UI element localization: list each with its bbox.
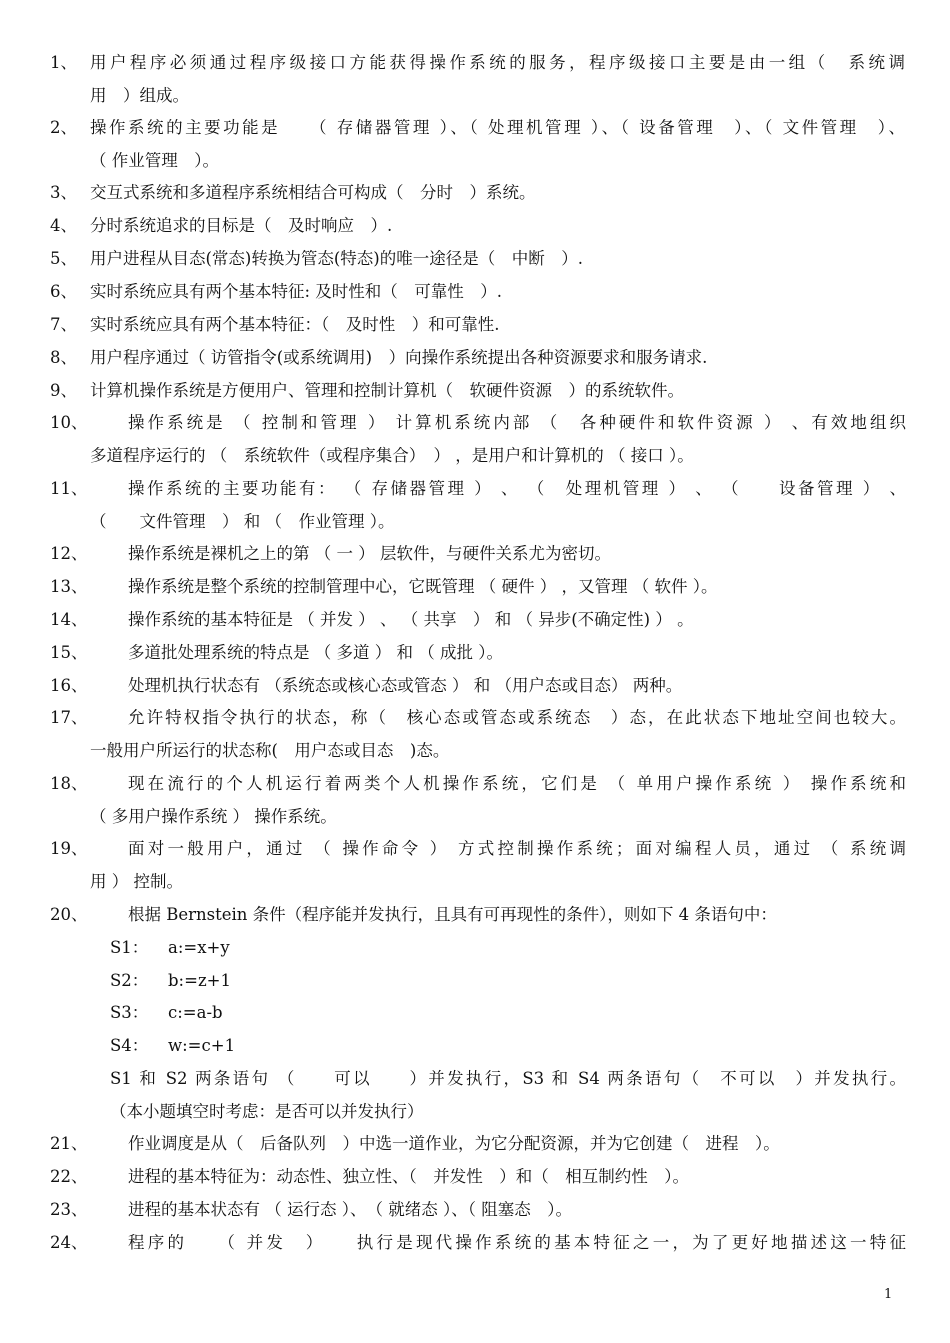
question-text-line: 操作系统的主要功能有： （ 存储器管理 ） 、 （ 处理机管理 ） 、 （ 设备管理 ） 、 bbox=[128, 479, 906, 498]
question-number: 21、 bbox=[50, 1134, 88, 1153]
statement-code: w:=c+1 bbox=[168, 1036, 236, 1055]
question-number: 12、 bbox=[50, 544, 88, 563]
statement-code: b:=z+1 bbox=[168, 971, 231, 990]
question-text-line: 用户程序必须通过程序级接口方能获得操作系统的服务，程序级接口主要是由一组（ 系统调 bbox=[90, 53, 905, 72]
statement-code: c:=a-b bbox=[168, 1003, 223, 1022]
question-text-line: 允许特权指令执行的状态，称（ 核心态或管态或系统态 ）态，在此状态下地址空间也较大。 bbox=[128, 708, 906, 727]
statement-label: S4： bbox=[110, 1036, 149, 1055]
question-text-line: 现在流行的个人机运行着两类个人机操作系统，它们是 （ 单用户操作系统 ） 操作系统和 bbox=[128, 774, 906, 793]
question-number: 8、 bbox=[50, 348, 77, 367]
question-text-line: 进程的基本特征为：动态性、独立性、（ 并发性 ）和（ 相互制约性 ）。 bbox=[128, 1167, 689, 1186]
question-text-line: 多道程序运行的 （ 系统软件（或程序集合） ） ，是用户和计算机的 （ 接口 ）。 bbox=[90, 446, 694, 465]
question-text-line: 用户程序通过（ 访管指令(或系统调用) ）向操作系统提出各种资源要求和服务请求. bbox=[90, 348, 708, 367]
question-number: 11、 bbox=[50, 479, 88, 498]
statement-label: S1： bbox=[110, 938, 149, 957]
question-number: 16、 bbox=[50, 676, 88, 695]
statement-label: S2： bbox=[110, 971, 149, 990]
question-number: 5、 bbox=[50, 249, 77, 268]
question-number: 4、 bbox=[50, 216, 77, 235]
answer-text-line: S1 和 S2 两条语句 （ 可以 ）并发执行，S3 和 S4 两条语句（ 不可以 ）并发执行。 bbox=[110, 1069, 906, 1088]
question-text-line: 操作系统是裸机之上的第 （ 一 ） 层软件，与硬件关系尤为密切。 bbox=[128, 544, 611, 563]
question-number: 20、 bbox=[50, 905, 88, 924]
question-number: 13、 bbox=[50, 577, 88, 596]
question-text-line: 操作系统的基本特征是 （ 并发 ） 、 （ 共享 ） 和 （ 异步(不确定性) ） 。 bbox=[128, 610, 694, 629]
question-text-line: 用户进程从目态(常态)转换为管态(特态)的唯一途径是（ 中断 ）. bbox=[90, 249, 583, 268]
question-number: 19、 bbox=[50, 839, 88, 858]
question-text-line: 交互式系统和多道程序系统相结合可构成（ 分时 ）系统。 bbox=[90, 183, 536, 202]
question-text-line: 实时系统应具有两个基本特征: 及时性和（ 可靠性 ）. bbox=[90, 282, 503, 301]
question-number: 24、 bbox=[50, 1233, 88, 1252]
question-number: 1、 bbox=[50, 53, 77, 72]
question-text-line: （ 文件管理 ） 和 （ 作业管理 ）。 bbox=[90, 512, 395, 531]
question-number: 9、 bbox=[50, 381, 77, 400]
question-text-line: 面对一般用户，通过 （ 操作命令 ） 方式控制操作系统；面对编程人员，通过 （ 系统调 bbox=[128, 839, 906, 858]
question-text-line: 进程的基本状态有 （ 运行态 ）、 （ 就绪态 ）、（ 阻塞态 ）。 bbox=[128, 1200, 572, 1219]
question-number: 23、 bbox=[50, 1200, 88, 1219]
question-number: 10、 bbox=[50, 413, 88, 432]
question-text-line: 用 ）组成。 bbox=[90, 86, 189, 105]
question-text-line: 分时系统追求的目标是（ 及时响应 ）. bbox=[90, 216, 393, 235]
question-number: 2、 bbox=[50, 118, 77, 137]
question-number: 15、 bbox=[50, 643, 88, 662]
question-number: 22、 bbox=[50, 1167, 88, 1186]
question-text-line: 操作系统的主要功能是 （ 存储器管理 ）、（ 处理机管理 ）、（ 设备管理 ）、（ 文件管理 ）、 bbox=[90, 118, 905, 137]
question-text-line: 实时系统应具有两个基本特征：（ 及时性 ）和可靠性. bbox=[90, 315, 500, 334]
page-number: 1 bbox=[884, 1287, 893, 1302]
question-text-line: （ 作业管理 ）。 bbox=[90, 151, 219, 170]
question-text-line: 操作系统是整个系统的控制管理中心，它既管理 （ 硬件 ） ，又管理 （ 软件 ）。 bbox=[128, 577, 718, 596]
question-number: 7、 bbox=[50, 315, 77, 334]
question-text-line: 程序的 （ 并发 ） 执行是现代操作系统的基本特征之一，为了更好地描述这一特征 bbox=[128, 1233, 906, 1252]
question-text-line: 一般用户所运行的状态称( 用户态或目态 )态。 bbox=[90, 741, 450, 760]
statement-code: a:=x+y bbox=[168, 938, 230, 957]
question-text-line: 根据 Bernstein 条件（程序能并发执行，且具有可再现性的条件），则如下 4 条语句中： bbox=[128, 905, 777, 924]
question-text-line: 处理机执行状态有 （系统态或核心态或管态 ） 和 （用户态或目态） 两种。 bbox=[128, 676, 683, 695]
question-text-line: 计算机操作系统是方便用户、管理和控制计算机（ 软硬件资源 ）的系统软件。 bbox=[90, 381, 684, 400]
question-number: 18、 bbox=[50, 774, 88, 793]
question-number: 6、 bbox=[50, 282, 77, 301]
question-text-line: 作业调度是从（ 后备队列 ）中选一道作业，为它分配资源，并为它创建（ 进程 ）。 bbox=[128, 1134, 780, 1153]
question-number: 3、 bbox=[50, 183, 77, 202]
answer-note: （本小题填空时考虑：是否可以并发执行） bbox=[110, 1102, 424, 1121]
question-number: 14、 bbox=[50, 610, 88, 629]
question-text-line: 多道批处理系统的特点是 （ 多道 ） 和 （ 成批 ）。 bbox=[128, 643, 503, 662]
question-text-line: 操作系统是 （ 控制和管理 ） 计算机系统内部 （ 各种硬件和软件资源 ） 、有效地组织 bbox=[128, 413, 906, 432]
question-number: 17、 bbox=[50, 708, 88, 727]
question-text-line: （ 多用户操作系统 ） 操作系统。 bbox=[90, 807, 337, 826]
question-text-line: 用 ） 控制。 bbox=[90, 872, 183, 891]
statement-label: S3： bbox=[110, 1003, 149, 1022]
